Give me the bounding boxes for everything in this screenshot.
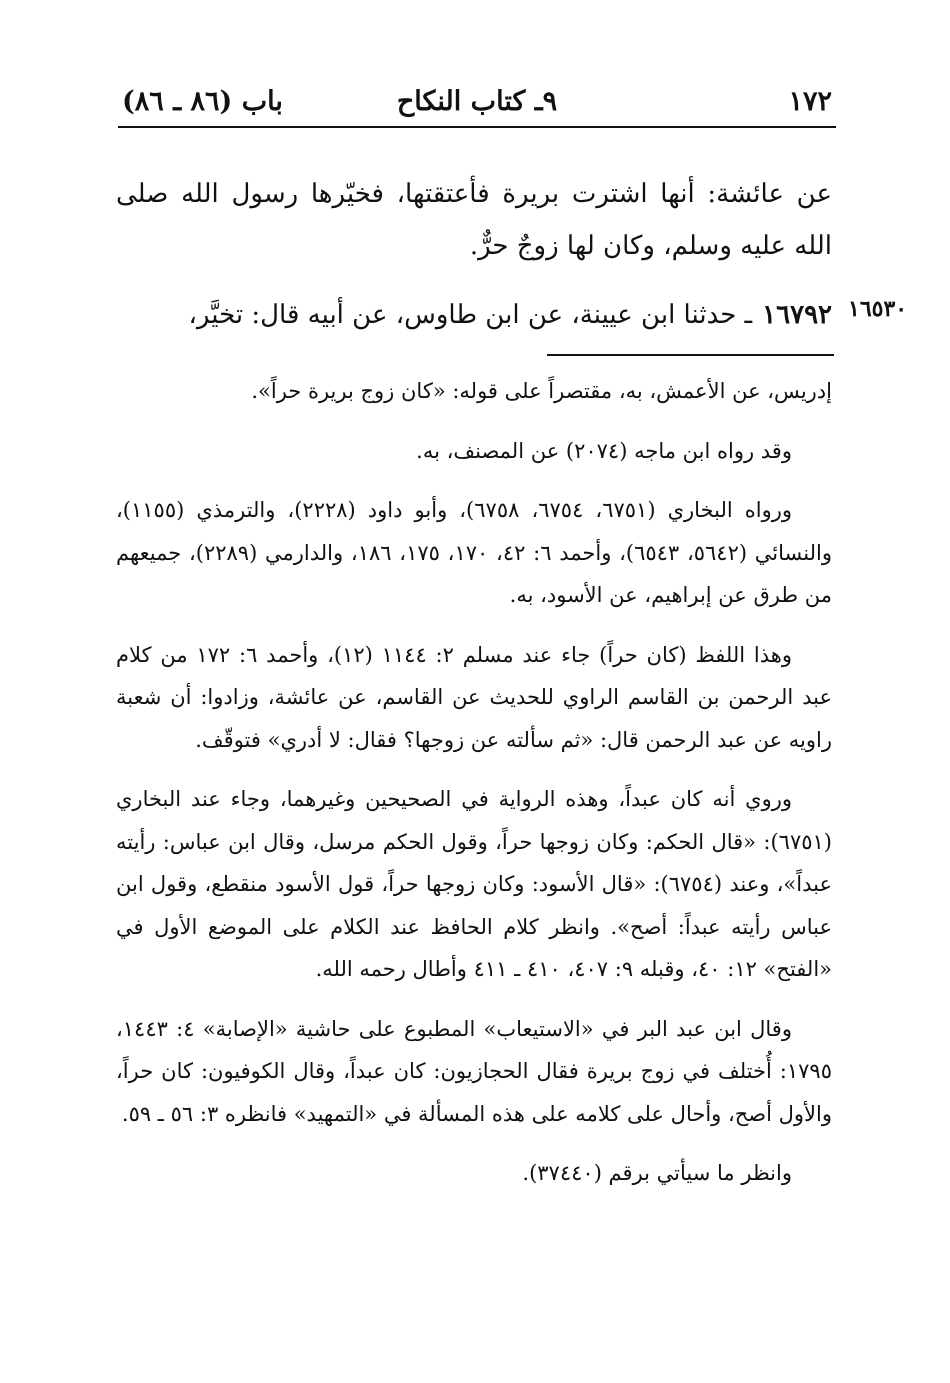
footnote-paragraph: وقال ابن عبد البر في «الاستيعاب» المطبوع على حاشية «الإصابة» ٤: ١٤٤٣، ١٧٩٥: أُختلف في زوج بريرة فقال الحجازيون: كان عبداً، وقال الكوفيون: كان حراً، والأول أصح، وأحال على كلامه على هذه المسألة في «التمهيد» فانظره ٣: ٥٦ ـ ٥٩. [116,1016,832,1126]
footnote-separator [547,354,834,356]
chapter-title: ٩ـ كتاب النكاح [396,86,558,117]
page-header [118,84,836,128]
footnote-paragraph: وهذا اللفظ (كان حراً) جاء عند مسلم ٢: ١١٤٤ (١٢)، وأحمد ٦: ١٧٢ من كلام عبد الرحمن بن القاسم الراوي للحديث عن القاسم، عن عائشة، وزادوا: أن شعبة راويه عن عبد الرحمن قال: «ثم سألته عن زوجها؟ فقال: لا أدري» فتوقّف. [116,642,832,752]
page-number: ١٧٢ [788,86,832,117]
footnote-paragraph: ورواه البخاري (٦٧٥١، ٦٧٥٤، ٦٧٥٨)، وأبو داود (٢٢٢٨)، والترمذي (١١٥٥)، والنسائي (٥٦٤٢، ٦٥٤٣)، وأحمد ٦: ٤٢، ١٧٠، ١٧٥، ١٨٦، والدارمي (٢٢٨٩)، جميعهم من طرق عن إبراهيم، عن الأسود، به. [116,498,832,607]
section-label: باب (٨٦ ـ ٨٦) [122,86,283,117]
hadith-line [116,293,832,337]
footnote-paragraph: وقد رواه ابن ماجه (٢٠٧٤) عن المصنف، به. [416,438,792,463]
footnote-paragraph: إدريس، عن الأعمش، به، مقتصراً على قوله: «كان زوج بريرة حراً». [251,379,832,403]
hadith-number: ١٦٧٩٢ [762,300,832,330]
margin-number: ١٦٥٣٠ [848,296,908,322]
hadith-text: ـ حدثنا ابن عيينة، عن ابن طاوس، عن أبيه قال: تخيَّر، [188,300,753,330]
footnotes [116,370,832,1212]
main-text: عن عائشة: أنها اشترت بريرة فأعتقتها، فخيّرها رسول الله صلى الله عليه وسلم، وكان لها زوجٌ حرٌّ. [116,179,832,261]
footnote-paragraph: وروي أنه كان عبداً، وهذه الرواية في الصحيحين وغيرهما، وجاء عند البخاري (٦٧٥١): «قال الحكم: وكان زوجها حراً، وقول الحكم مرسل، وقال ابن عباس: رأيته عبداً»، وعند (٦٧٥٤): «قال الأسود: وكان زوجها حراً، قول الأسود منقطع، وقول ابن عباس رأيته عبداً: أصح». وانظر كلام الحافظ عند الكلام على الموضع الأول في «الفتح» ١٢: ٤٠، وقبله ٩: ٤٠٧، ٤١٠ ـ ٤١١ وأطال رحمه الله. [116,787,832,981]
footnote-paragraph: وانظر ما سيأتي برقم (٣٧٤٤٠). [522,1161,792,1185]
